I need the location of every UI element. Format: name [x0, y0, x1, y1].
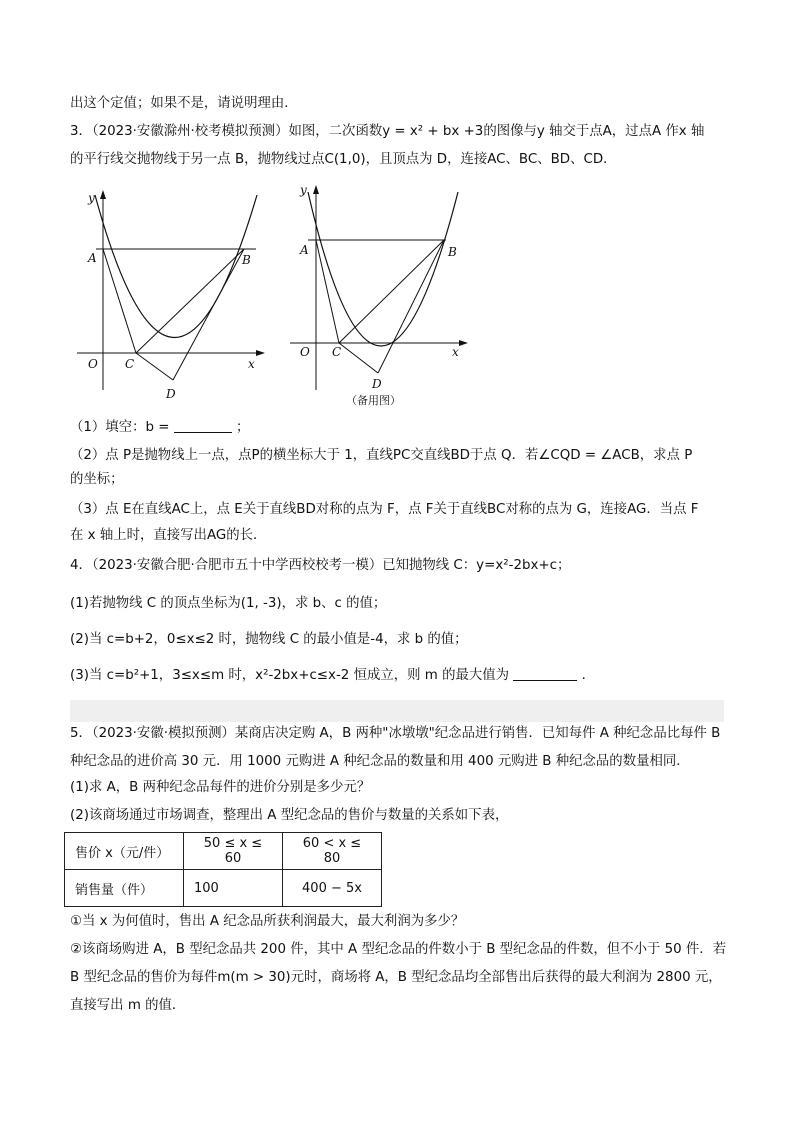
problem-3-line-1: 3．（2023·安徽滁州·校考模拟预测）如图，二次函数y = x² + bx +3的图像与y 轴交于点A，过点A 作x 轴: [70, 124, 705, 139]
label-d: D: [372, 377, 382, 391]
problem-4-part-3: [70, 666, 595, 686]
label-y: y: [300, 183, 307, 197]
problem-4-part-3-prefix: (3)当 c=b²+1，3≤x≤m 时，x²-2bx+c≤x-2 恒成立，则 m 的最大值为: [70, 668, 510, 683]
problem-5-sub-2-line-1: ②该商场购进 A，B 型纪念品共 200 件，其中 A 型纪念品的件数小于 B 型纪念品的件数，但不小于 50 件．若: [70, 942, 727, 957]
problem-5-sub-2-line-2: B 型纪念品的售价为每件m(m > 30)元时，商场将 A，B 型纪念品均全部售出后获得的最大利润为 2800 元，: [70, 970, 722, 985]
parabola-figure: [72, 180, 272, 405]
label-a: A: [88, 251, 97, 265]
question-3-line-2: 在 x 轴上时，直接写出AG的长．: [70, 528, 267, 543]
text-line: 出这个定值；如果不是，请说明理由．: [70, 96, 298, 111]
table-header-cell: 50 ≤ x ≤ 60: [184, 833, 283, 870]
label-b: B: [448, 245, 457, 259]
problem-4-part-2: (2)当 c=b+2，0≤x≤2 时，抛物线 C 的最小值是-4，求 b 的值；: [70, 632, 468, 647]
label-b: B: [242, 253, 251, 267]
label-o: O: [300, 345, 310, 359]
problem-4-part-1: (1)若抛物线 C 的顶点坐标为(1, -3)，求 b、c 的值；: [70, 596, 387, 611]
label-y: y: [88, 191, 95, 205]
parabola-figure-spare: [286, 180, 476, 410]
question-1-suffix: ；: [235, 420, 250, 435]
problem-5-line-2: 种纪念品的进价高 30 元．用 1000 元购进 A 种纪念品的数量和用 400 元购进 B 种纪念品的数量相同．: [70, 754, 690, 769]
question-1: [70, 418, 249, 438]
table-row: [65, 833, 382, 870]
table-row: [65, 870, 382, 907]
problem-4-part-3-suffix: ．: [581, 668, 595, 683]
label-d: D: [166, 387, 176, 401]
question-2-line-1: （2）点 P是抛物线上一点，点P的横坐标大于 1，直线PC交直线BD于点 Q．若∠CQD = ∠ACB，求点 P: [70, 448, 693, 463]
problem-5-sub-1: ①当 x 为何值时，售出 A 纪念品所获利润最大，最大利润为多少？: [70, 914, 465, 929]
problem-3-line-2: 的平行线交抛物线于另一点 B，抛物线过点C(1,0)，且顶点为 D，连接AC、BC、BD、CD．: [70, 152, 617, 167]
table-cell: 400 − 5x: [283, 870, 382, 907]
question-1-prefix: （1）填空：b =: [70, 420, 170, 435]
separator-band: [70, 700, 724, 722]
label-x: x: [248, 357, 255, 371]
answer-blank[interactable]: [513, 666, 577, 681]
label-o: O: [88, 357, 98, 371]
problem-5-line-1: 5．（2023·安徽·模拟预测）某商店决定购 A，B 两种"冰墩墩"纪念品进行销售．已知每件 A 种纪念品比每件 B: [70, 726, 721, 741]
problem-4-line: 4．（2023·安徽合肥·合肥市五十中学西校校考一模）已知抛物线 C：y=x²-2bx+c；: [70, 558, 571, 573]
question-3-line-1: （3）点 E在直线AC上，点 E关于直线BD对称的点为 F，点 F关于直线BC对称的点为 G，连接AG．当点 F: [70, 502, 699, 517]
label-a: A: [300, 243, 309, 257]
table-cell: 100: [184, 870, 283, 907]
table-header-cell: 60 < x ≤ 80: [283, 833, 382, 870]
question-2-line-2: 的坐标；: [70, 472, 124, 487]
label-c: C: [332, 345, 342, 359]
label-c: C: [125, 357, 135, 371]
problem-5-part-2: (2)该商场通过市场调查，整理出 A 型纪念品的售价与数量的关系如下表，: [70, 808, 509, 823]
figure-caption: （备用图）: [346, 394, 401, 407]
table-header-cell: 售价 x（元/件）: [65, 833, 184, 870]
label-x: x: [452, 345, 459, 359]
table-cell: 销售量（件）: [65, 870, 184, 907]
price-table: [64, 832, 382, 907]
problem-5-sub-2-line-3: 直接写出 m 的值．: [70, 998, 186, 1013]
problem-5-part-1: (1)求 A，B 两种纪念品每件的进价分别是多少元？: [70, 780, 371, 795]
answer-blank[interactable]: [174, 418, 232, 433]
